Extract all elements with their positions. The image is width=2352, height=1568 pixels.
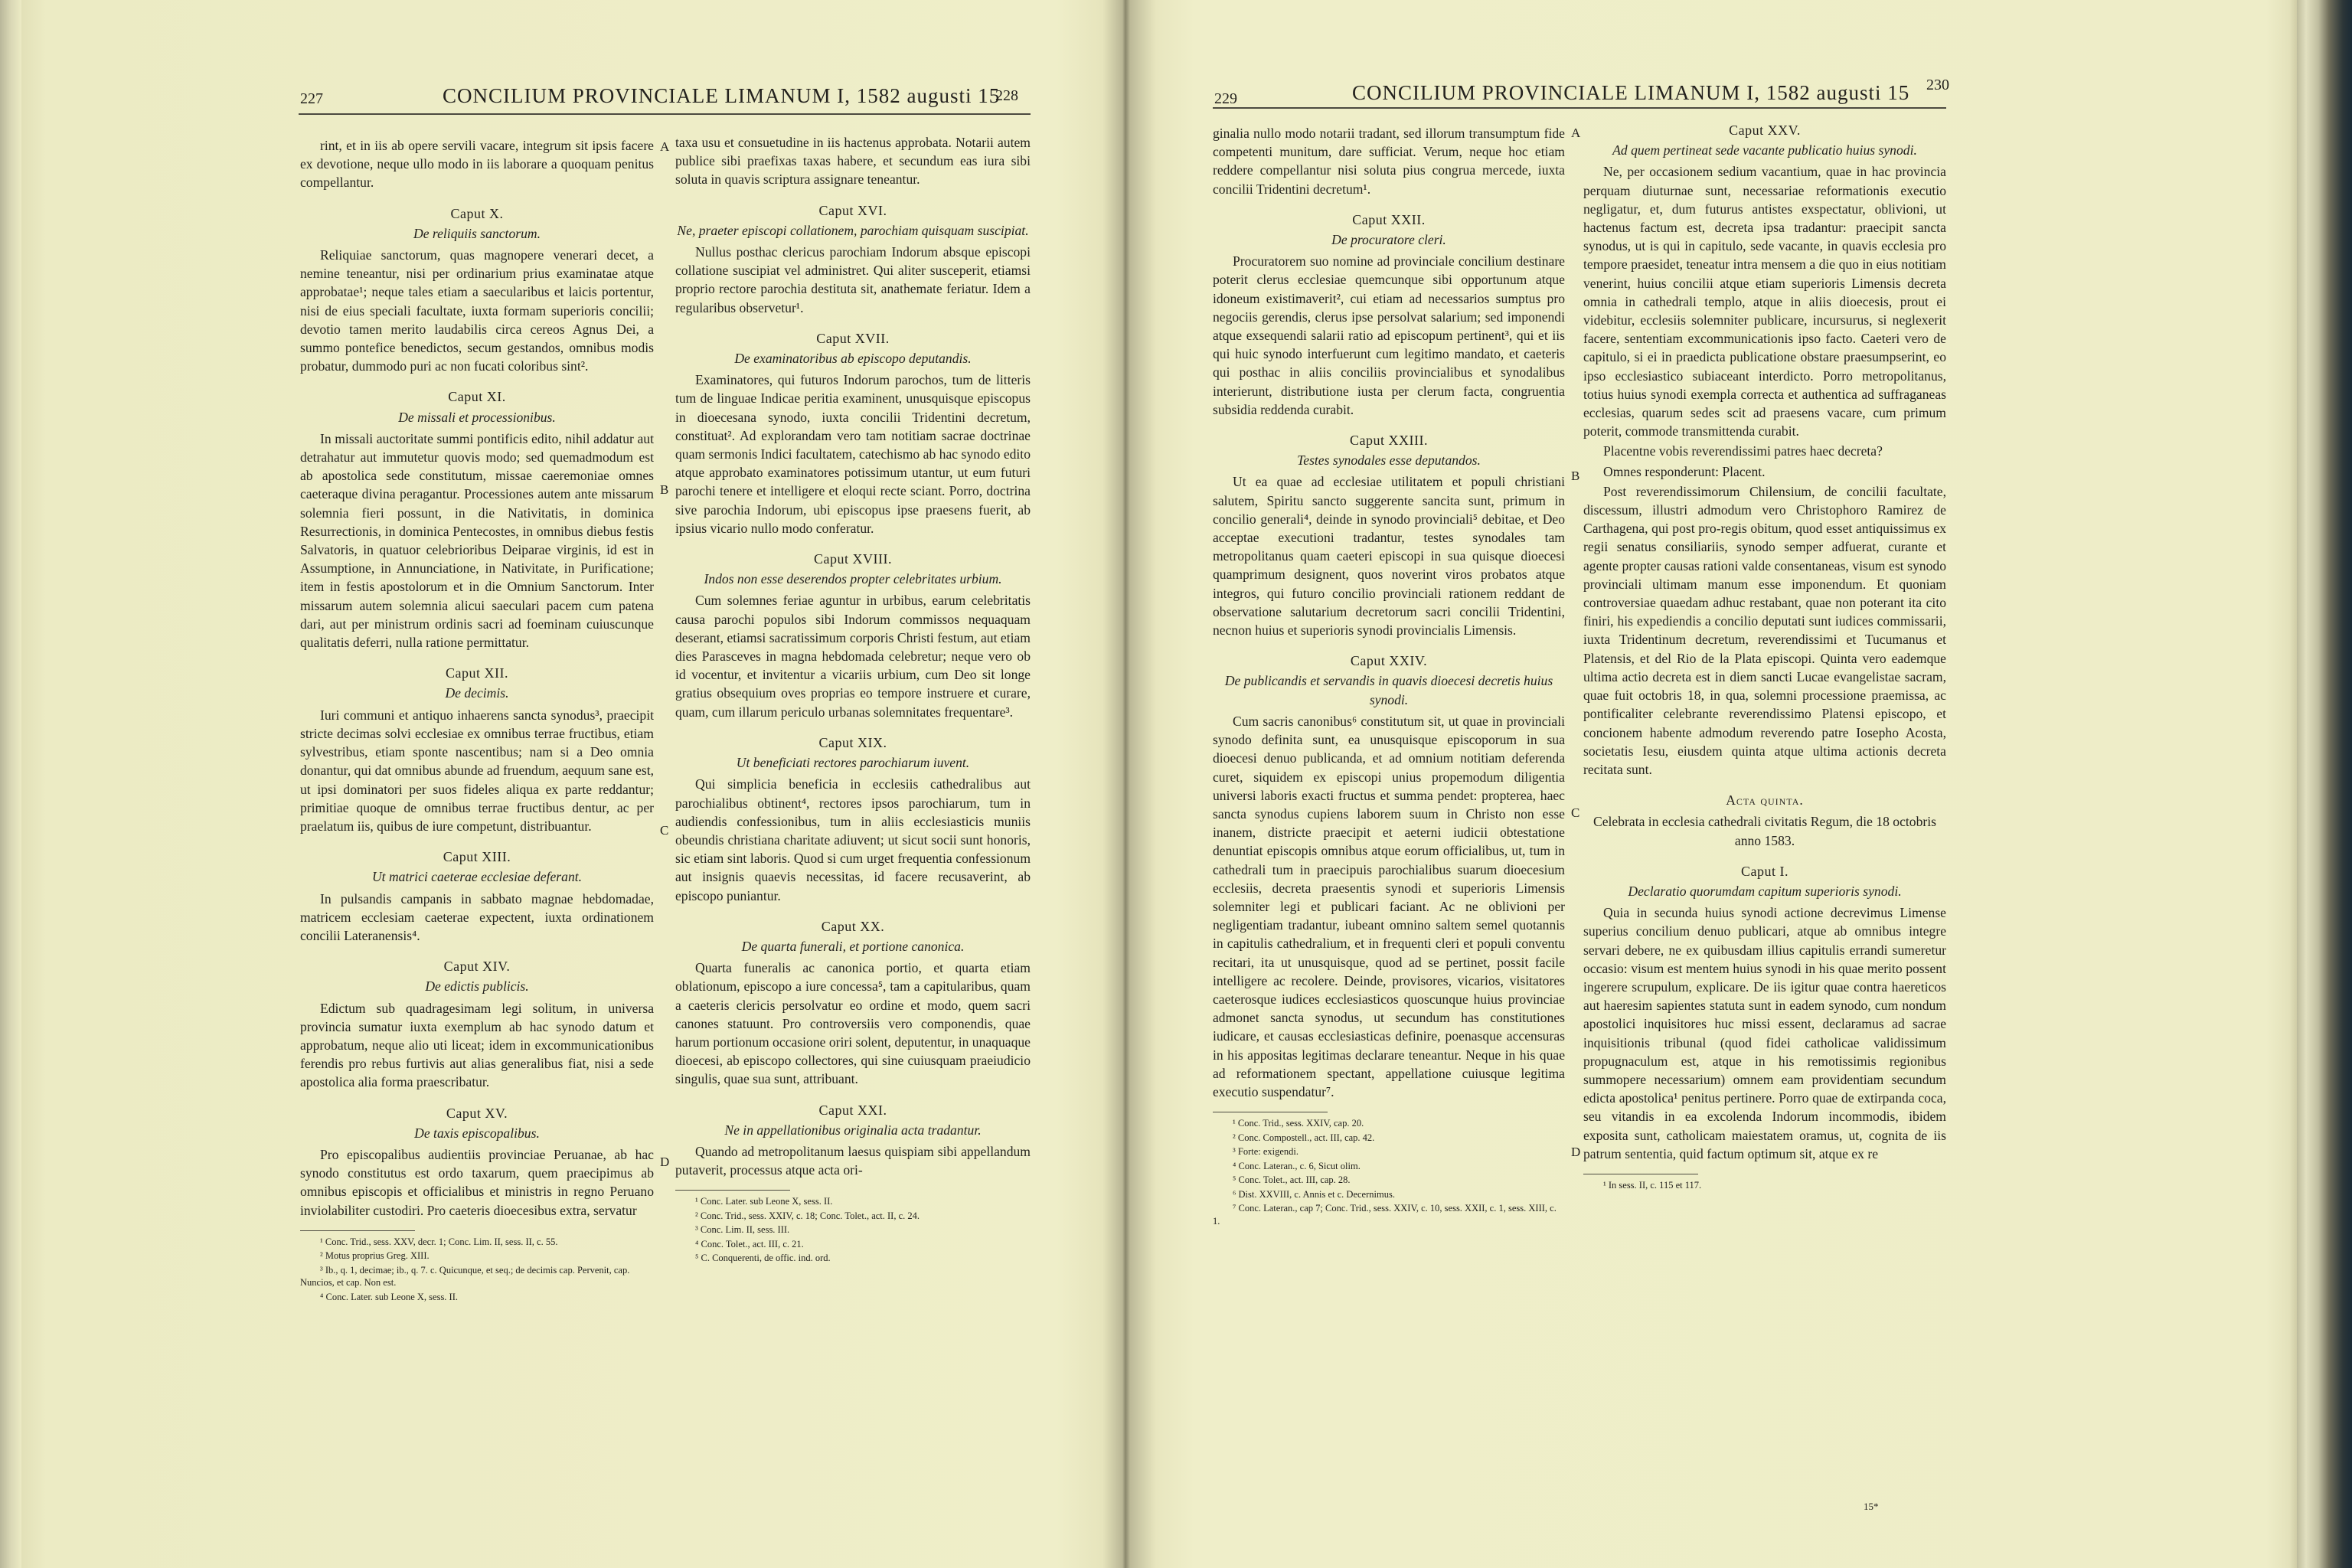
paragraph: Nullus posthac clericus parochiam Indorum absque episcopi collatione suscipiat vel administret. Qui aliter susceperit, etiamsi proprio rectore parochia destituta sit, anathemate feriatur. Idem a regularibus observetur¹. <box>675 244 1031 315</box>
footnote: ² Motus proprius Greg. XIII. <box>320 1250 430 1262</box>
footnote: ³ Forte: exigendi. <box>1233 1146 1299 1158</box>
paragraph: ginalia nullo modo notarii tradant, sed illorum transumptum fide competenti munitum, dare sufficiat. Verum, neque hoc etiam reddere compellantur nisi soluta pius congrua mercede, iuxta concilii Tridentini decretum¹. <box>1213 126 1565 197</box>
chapter-subtitle: De examinatoribus ab episcopo deputandis. <box>734 351 972 367</box>
chapter-subtitle: De decimis. <box>445 685 509 701</box>
footnote: ³ Conc. Lim. II, sess. III. <box>695 1224 790 1236</box>
section-heading: Acta quinta. <box>1726 792 1804 808</box>
paragraph: Edictum sub quadragesimam legi solitum, in universa provincia sumatur iuxta exemplum ab hac synodo datum et approbatum, neque alio uti liceat; idem in excommunicationibus ferendis pro rebus furtivis aut alias generalibus fiat, nisi a sede apostolica alia forma praescribatur. <box>300 1000 654 1090</box>
footnote: ¹ In sess. II, c. 115 et 117. <box>1603 1179 1702 1191</box>
chapter-heading: Caput XVI. <box>818 202 887 218</box>
paragraph: Quando ad metropolitanum laesus quispiam sibi appellandum putaverit, processus atque acta ori- <box>675 1143 1031 1178</box>
chapter-subtitle: De quarta funerali, et portione canonica. <box>741 938 965 954</box>
margin-letter-b: B <box>1571 469 1580 483</box>
paragraph: Procuratorem suo nomine ad provinciale concilium destinare poterit clerus ecclesiae quemcunque sibi opportunum atque idoneum existimaverit², cui etiam ad necessarios sumptus pro negociis gerendis, clerus ipse persolvat salarium; sed imponendi atque exsequendi salarii ratio ad episcopum pertinent³, qui et iis qui huic synodo interfuerunt cum legitimo mandato, et caeteris qui posthac in aliis conciliis provincialibus et synodalibus interierunt, distributione iusta per clerum facta, congruentia subsidia reddenda curabit. <box>1213 253 1565 417</box>
chapter-subtitle: De missali et processionibus. <box>398 409 556 425</box>
running-header: CONCILIUM PROVINCIALE LIMANUM I, 1582 augusti 15 <box>443 84 1001 107</box>
paragraph: In pulsandis campanis in sabbato magnae hebdomadae, matricem ecclesiam caeterae expectent, iuxta ordinationem concilii Lateranensis⁴. <box>300 890 654 943</box>
paragraph: Cum sacris canonibus⁶ constitutum sit, ut quae in provinciali synodo definita sunt, ea unusquisque episcoporum in sua dioecesi denuo publicanda, et ad omnium notitiam deferenda curet, siquidem ex episcopi unius propemodum diligentia universi laboris exacti fructus et summa pendet: propterea, haec sancta synodus cupiens laborem suum in Christo non esse inanem, districte praecipit et aeterni iudicii obtestatione denuntiat episcopis omnibus atque eorum officialibus, ut, tum in cathedrali tum in praecipuis parochialibus suarum dioecesium ecclesiis, decreta praesentis synodi et superioris Limensis solemniter legi et publicari faciant. Ac ne oblivioni per negligentiam tradantur, iubeant omnino saltem semel quotannis in capitulis cathedralium, et in frequenti cleri et populi conventu recitari, ita ut unusquisque, quod ad se pertinet, possit facile intelligere ac recolere. Deinde, provisores, vicarios, visitatores caeterosque iudices ecclesiasticos quoscunque huius provinciae admonet sancta synodus, ut secundum has constitutiones iudicare, et causas ecclesiasticas definire, poenasque accensuras in his appositas legitimas declarare teneantur. Neque in his quae ad reformationem spectant, appellatione cuiusque legitima executio suspendatur⁷. <box>1213 713 1565 1099</box>
margin-letter-a: A <box>1571 126 1581 140</box>
paragraph: Ne, per occasionem sedium vacantium, quae in hac provincia perquam diuturnae sunt, necessariae reformationis executio negligatur, et, dum futurus antistes exspectatur, oblivioni, ut hactenus factum est, decreta ipsa tradantur: praecipit sancta synodus, ut is qui in capitulo, sede vacante, in quavis ecclesia pro tempore praesidet, teneatur intra mensem a die quo in eius notitiam venerint, huius concilii atque etiam superioris Limensis decreta omnia in cathedrali templo, atque in aliis dioecesis, prout ei videbitur, ecclesiis solemniter publicare, incursurus, si neglexerit facere, sententiam excommunicationis ipso facto. Caeteri vero de capitulo, si ei in praedicta publicatione obstare praesumpserint, eo ipso ecclesiastico subiaceant interdicto. Porro metropolitanus, totius huius synodi exempla correcta et authentica ad suffraganeas ecclesias, quarum sedes scit ad praesens vacare, cum primum poterit, commode transmittenda curabit. <box>1583 164 1946 439</box>
chapter-subtitle: Declaratio quorumdam capitum superioris synodi. <box>1628 883 1902 899</box>
paragraph: Iuri communi et antiquo inhaerens sancta synodus³, praecipit stricte decimas solvi ecclesiae ex omnibus terrae fructibus, etiam sylvestribus, etiam sponte nascentibus; nam si a Deo omnia donantur, qui dat omnibus abunde ad fruendum, aequum sane est, ut ipsi dominatori per suos fideles aliqua ex parte reddantur; primitiae quoque de omnibus terrae fructibus dentur, ac per praelatum iis, quibus de iure competunt, distribuantur. <box>300 707 654 834</box>
right-page-edge <box>2297 0 2352 1568</box>
footnote: ¹ Conc. Trid., sess. XXV, decr. 1; Conc. Lim. II, sess. II, c. 55. <box>320 1236 558 1247</box>
chapter-heading: Caput XXV. <box>1729 122 1801 138</box>
footnote: ⁶ Dist. XXVIII, c. Annis et c. Decernimus. <box>1233 1188 1395 1200</box>
page-number-228: 228 <box>995 87 1018 104</box>
signature-mark: 15* <box>1864 1501 1879 1512</box>
chapter-heading: Caput I. <box>1741 863 1788 879</box>
chapter-heading: Caput XVIII. <box>814 551 892 567</box>
footnote-rule <box>300 1230 415 1231</box>
margin-letter-b: B <box>660 482 669 497</box>
header-rule <box>1213 107 1946 109</box>
chapter-heading: Caput XII. <box>446 665 508 681</box>
footnote: ² Conc. Trid., sess. XXIV, c. 18; Conc. Tolet., act. II, c. 24. <box>695 1210 920 1221</box>
right-page <box>1130 0 2297 1568</box>
chapter-heading: Caput XXIII. <box>1350 433 1428 449</box>
header-rule <box>299 113 1031 115</box>
left-page <box>0 0 1124 1568</box>
paragraph: Quarta funeralis ac canonica portio, et quarta etiam oblationum, episcopo a iure concessa⁵, tam a capitularibus, quam a caeteris clericis persolvatur eo ordine et modo, quem sacri canones statuunt. Pro controversiis vero componendis, quae harum portionum occasione oriri solent, deputentur, in unaquaque dioecesi, ab episcopo collectores, qui sine cuiusquam praeiudicio singulis, quae sua sunt, attribuant. <box>675 960 1031 1087</box>
footnote: ¹ Conc. Later. sub Leone X, sess. II. <box>695 1196 833 1207</box>
chapter-subtitle: De procuratore cleri. <box>1331 232 1446 248</box>
paragraph: Post reverendissimorum Chilensium, de concilii facultate, discessum, illustri admodum vero Christophoro Ramirez de Carthagena, qui post pro-regis obitum, quod esset antiquissimus ex regii senatus consiliariis, synodo semper adfuerat, curante et agente propter causas rationi valde consentaneas, visum est synodo provinciali ultimam manum esse imponendum. Et quoniam controversiae quaedam adhuc restabant, quae non poterant ita cito finiri, his expediendis a concilio deputati sunt iudices commissarii, iuxta Tridentinum decretum, reverendissimi et Tucumanus et Platensis, et del Rio de la Plata episcopi. Quinta vero eademque ultima actio decreta est in diem sancti Lucae evangelistae sacram, quae fuit octobris 18, in qua, solemni processione praemissa, ac pontificaliter celebrante reverendissimo Platensi episcopo, et concionem habente admodum reverendo patre Iosepho Acosta, societatis Iesu, eiusdem quinta atque ultima actionis decreta recitata sunt. <box>1583 483 1946 777</box>
chapter-subtitle: Ut beneficiati rectores parochiarum iuvent. <box>736 755 970 771</box>
footnote: ² Conc. Compostell., act. III, cap. 42. <box>1233 1132 1375 1143</box>
chapter-subtitle: De publicandis et servandis in quavis dioecesi decretis huius synodi. <box>1224 673 1553 707</box>
chapter-heading: Caput XXI. <box>818 1102 887 1118</box>
paragraph: rint, et in iis ab opere servili vacare, integrum sit ipsis facere ex devotione, neque ullo modo in iis laborare a quoquam penitus compellantur. <box>300 138 654 191</box>
chapter-subtitle: De reliquiis sanctorum. <box>413 225 541 241</box>
footnote: ⁷ Conc. Lateran., cap 7; Conc. Trid., sess. XXIV, c. 10, sess. XXII, c. 1, sess. XIII, c. 1. <box>1213 1203 1557 1227</box>
paragraph: Examinatores, qui futuros Indorum parochos, tum de litteris tum de linguae Indicae peritia examinent, unusquisque episcopus in dioecesana synodo, iuxta concilii Tridentini decretum, constituat². Ad explorandam vero tam notitiam sacrae doctrinae quam sermonis Indici facultatem, catechismo ab hac synodo edito atque approbato examinatores potissimum utantur, ut eum futuri parochi tenere et intelligere et eloqui recte sciant. Porro, doctrina sive parochia Indorum, ubi episcopus ipse praesens fuerit, ab ipsius vicario nullo modo conferatur. <box>675 372 1031 536</box>
footnote: ⁴ Conc. Tolet., act. III, c. 21. <box>695 1238 804 1250</box>
chapter-heading: Caput XI. <box>448 389 506 405</box>
running-header: CONCILIUM PROVINCIALE LIMANUM I, 1582 augusti 15 <box>1352 81 1910 104</box>
chapter-heading: Caput XXII. <box>1352 211 1426 227</box>
margin-letter-d: D <box>660 1155 670 1169</box>
chapter-heading: Caput XVII. <box>816 330 890 346</box>
paragraph: Quia in secunda huius synodi actione decrevimus Limense superius concilium denuo publicari, atque ab omnibus integre servari debere, ne ex quibusdam illius capitulis errandi sumeretur occasio: visum est mentem huius synodi in his quae merito possent ingerere scrupulum, explicare. De iis igitur quae contra haereticos aut haeresim sapientes statuta sunt in eadem synodo, cum nondum apostolici inquisitores huc missi essent, declaramus ad sacrae inquisitionis tribunal (quod fidei catholicae validissimum propugnaculum est, atque in his remotissimis regionibus summopere necessarium) omnem eam providentiam secundum edicta apostolica¹ penitus pertinere. Porro quae de extirpanda coca, seu vitandis in ea excolenda Indorum incommodis, ibidem exposita sunt, catholicam maiestatem oramus, ut, cognita de iis patrum sententia, quid factum optimum sit, atque ex re <box>1583 905 1946 1161</box>
page-number-229: 229 <box>1214 90 1237 107</box>
chapter-heading: Caput XX. <box>821 918 885 934</box>
right-page-column-2 <box>1583 121 1946 1193</box>
footnote: ¹ Conc. Trid., sess. XXIV, cap. 20. <box>1233 1118 1364 1129</box>
chapter-subtitle: De taxis episcopalibus. <box>414 1125 540 1141</box>
footnote: ⁵ C. Conquerenti, de offic. ind. ord. <box>695 1253 831 1264</box>
paragraph: Cum solemnes feriae aguntur in urbibus, earum celebritatis causa parochi populos sibi Indorum commissos nequaquam deserant, etiamsi sacratissimum corporis Christi festum, aut etiam dies Parasceves in magna hebdomada celebretur; neque vero ob id vocentur, et invitentur a vicariis urbium, cum Deo sit longe gratius obsequium oves proprias eo tempore instruere et curare, quam, cum illarum periculo urbanas solemnitates frequentare³. <box>675 593 1031 720</box>
paragraph: Ut ea quae ad ecclesiae utilitatem et populi christiani salutem, Spiritu sancto suggerente sancita sunt, primum in concilio generali⁴, deinde in synodo provinciali⁵ debitae, et Deo acceptae executioni tradantur, testes synodales tam metropolitanus quam caeteri episcopi in sua quisque dioecesi quamprimum designent, quos noverint viros probatos atque integros, qui futuro concilio provinciali rationem reddant de observatione salutarium decretorum sacri concilii Tridentini, necnon huius et superioris synodi provincialis Limensis. <box>1213 474 1565 639</box>
margin-letter-c: C <box>1571 805 1580 820</box>
chapter-subtitle: Ad quem pertineat sede vacante publicatio huius synodi. <box>1612 142 1917 158</box>
left-page-column-2 <box>675 133 1031 1266</box>
paragraph: Omnes responderunt: Placent. <box>1603 463 1766 479</box>
chapter-heading: Caput X. <box>450 205 504 221</box>
paragraph: taxa usu et consuetudine in iis hactenus approbata. Notarii autem publice sibi praefixas taxas habere, et secundum eas iura sibi soluta in quavis scriptura assignare teneantur. <box>675 135 1031 188</box>
chapter-heading: Caput XV. <box>446 1105 508 1121</box>
chapter-heading: Caput XIX. <box>818 734 887 750</box>
margin-letter-c: C <box>660 823 669 838</box>
chapter-subtitle: Testes synodales esse deputandos. <box>1297 452 1481 469</box>
left-page-column-1 <box>300 136 654 1305</box>
chapter-heading: Caput XIII. <box>443 849 511 865</box>
chapter-subtitle: Ut matrici caeterae ecclesiae deferant. <box>371 869 583 885</box>
paragraph: Pro episcopalibus audientiis provinciae Peruanae, ab hac synodo constitutus est ordo taxarum, quem praecipimus ab omnibus episcopis et officialibus et ministris in regno Peruano inviolabiliter custodiri. Pro caeteris dioecesibus extra, servatur <box>300 1146 654 1218</box>
chapter-heading: Caput XXIV. <box>1350 653 1428 669</box>
chapter-heading: Caput XIV. <box>443 959 511 975</box>
chapter-subtitle: Ne in appellationibus originalia acta tradantur. <box>724 1122 982 1138</box>
paragraph: Qui simplicia beneficia in ecclesiis cathedralibus aut parochialibus obtinent⁴, rectores ipsos parochiarum, tum in audiendis confessionibus, tum in aliis ecclesiasticis muniis obeundis christiana charitate adiuvent; ut sicut socii sunt honoris, sic etiam sint laboris. Quod si cum urget frequentia confessionum aut insignis quaevis necessitas, id facere recusaverint, ab episcopo puniantur. <box>675 776 1031 903</box>
footnote-rule <box>675 1190 790 1191</box>
paragraph: Placentne vobis reverendissimi patres haec decreta? <box>1603 443 1883 459</box>
footnote: ⁵ Conc. Tolet., act. III, cap. 28. <box>1233 1174 1351 1186</box>
paragraph: Reliquiae sanctorum, quas magnopere venerari decet, a nemine teneantur, nisi per ordinarium prius examinatae atque approbatae¹; neque tales etiam a saecularibus et laicis portentur, nisi de eius speciali facultate, iuxta formam superioris concilii; devotio tamen merito laudabilis circa cereos Agnus Dei, a summo pontefice benedictos, secum gestandos, omnibus modis probatur, dummodo puri ac non fucati coloribus sint². <box>300 247 654 374</box>
chapter-subtitle: Indos non esse deserendos propter celebritates urbium. <box>704 571 1002 587</box>
chapter-subtitle: De edictis publicis. <box>425 978 529 995</box>
footnote: ⁴ Conc. Lateran., c. 6, Sicut olim. <box>1233 1160 1361 1171</box>
footnote: ³ Ib., q. 1, decimae; ib., q. 7. c. Quicunque, et seq.; de decimis cap. Pervenit, cap. Nuncios, et cap. Non est. <box>300 1264 630 1289</box>
paragraph: In missali auctoritate summi pontificis edito, nihil addatur aut detrahatur aut immutetur quovis modo; sed quemadmodum est ab apostolica sede constitutum, missae caeremoniae omnes caeteraque divina peragantur. Processiones autem ante missarum solemnia fieri possunt, in die Nativitatis, in dominica Resurrectionis, in dominica Pentecostes, in omnibus diebus festis Salvatoris, in quatuor celebrioribus Deiparae virginis, id est in Assumptione, in Annunciatione, in Nativitate, in Purificatione; item in festis apostolorum et in die Omnium Sanctorum. Inter missarum autem solemnia alicui saeculari pacem cum patena dari, aut per ministrum ordinis sacri ad foeminam cuiuscunque qualitatis deferri, nulla ratione permittatur. <box>300 430 654 651</box>
centered-line: Celebrata in ecclesia cathedrali civitatis Regum, die 18 octobris anno 1583. <box>1593 814 1936 848</box>
page-number-230: 230 <box>1926 77 1949 93</box>
footnote: ⁴ Conc. Later. sub Leone X, sess. II. <box>320 1291 459 1302</box>
margin-letter-a: A <box>660 139 670 154</box>
chapter-subtitle: Ne, praeter episcopi collationem, parochiam quisquam suscipiat. <box>677 222 1029 238</box>
right-page-column-1 <box>1213 124 1565 1229</box>
page-number-227: 227 <box>300 90 323 107</box>
margin-letter-d: D <box>1571 1145 1581 1159</box>
